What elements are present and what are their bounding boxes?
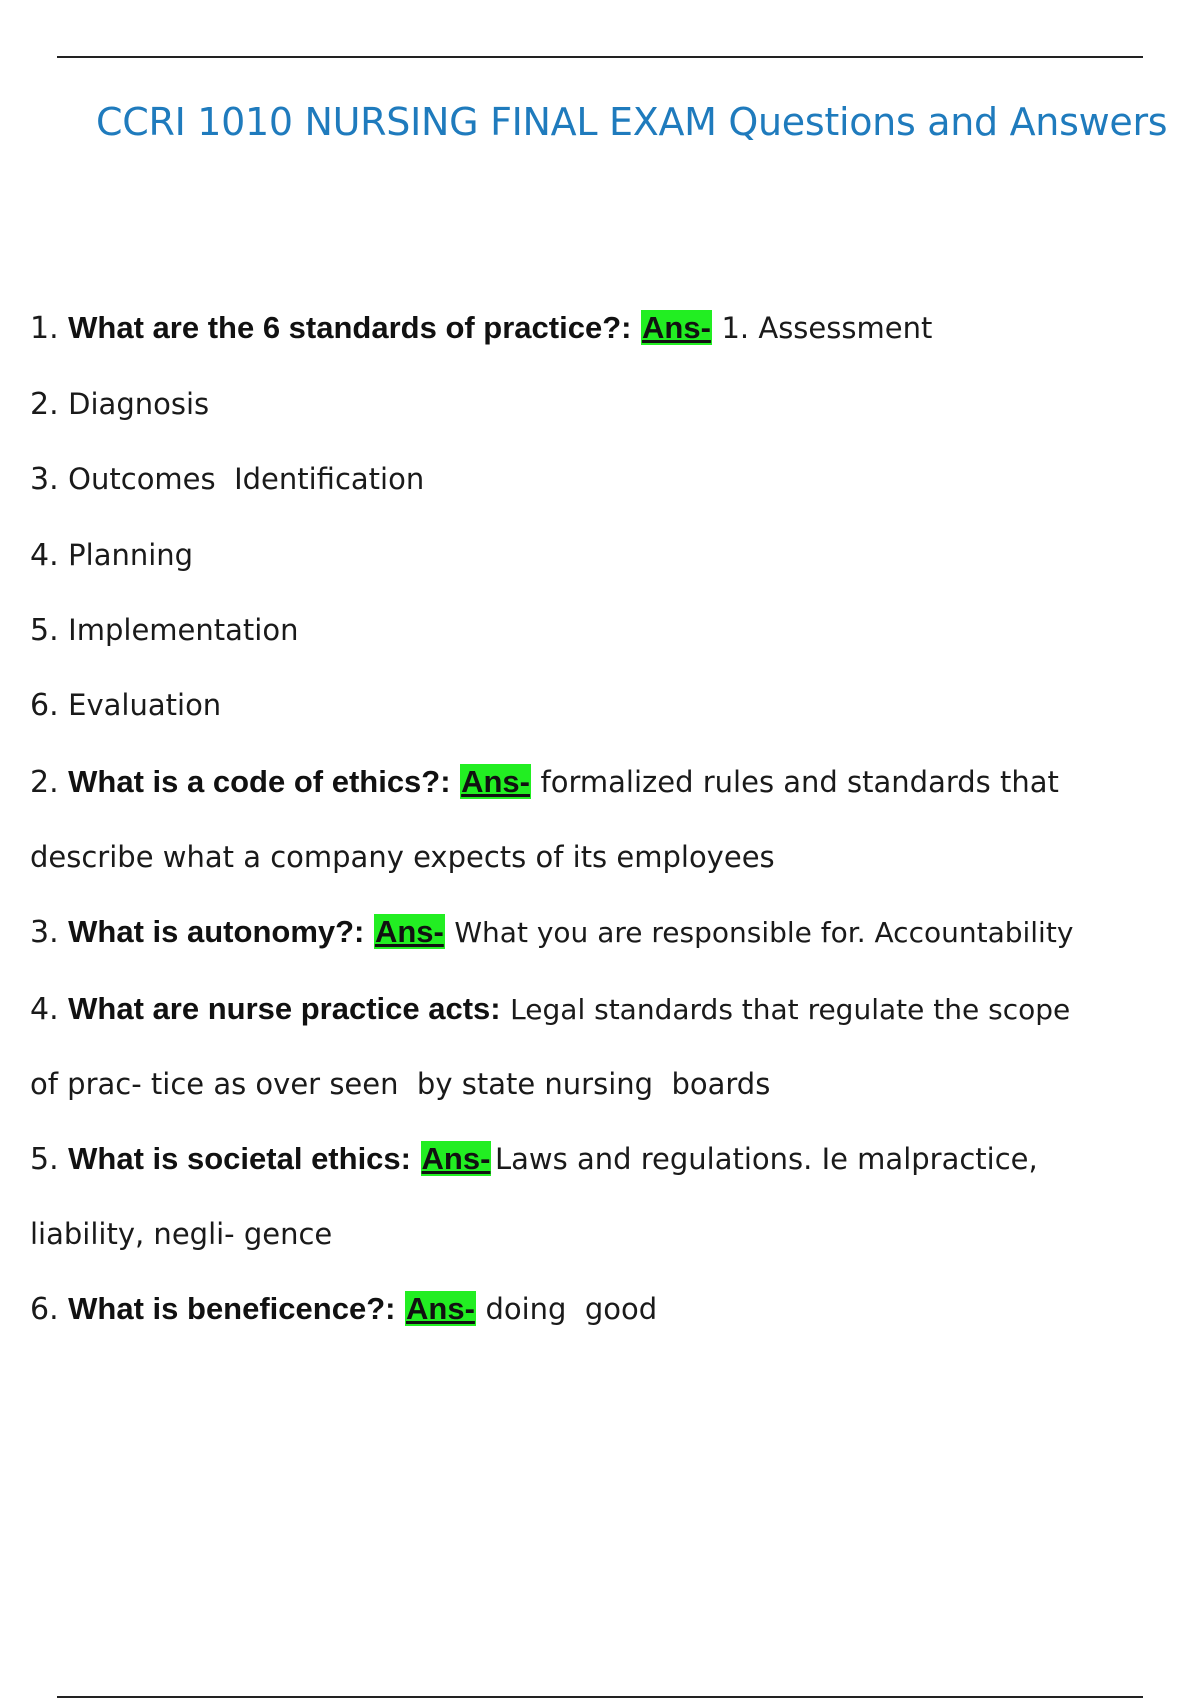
item-number: 3. xyxy=(30,462,59,497)
answer-marker: Ans- xyxy=(406,1291,475,1326)
answer-text: Legal standards that regulate the scope xyxy=(510,993,1071,1026)
item-number: 5. xyxy=(30,1142,59,1177)
answer-marker: Ans- xyxy=(421,1141,491,1176)
answer-marker: Ans- xyxy=(642,310,711,345)
question-text: What is societal ethics: xyxy=(68,1141,411,1176)
qa-item-1 xyxy=(30,308,932,349)
list-item-text: Diagnosis xyxy=(68,387,210,421)
answer-continuation: liability, negli- gence xyxy=(30,1217,333,1251)
document-title: CCRI 1010 NURSING FINAL EXAM Questions and Answers xyxy=(96,100,1168,144)
list-item-evaluation xyxy=(30,685,221,726)
answer-text: What you are responsible for. Accountability xyxy=(454,916,1074,949)
item-number: 6. xyxy=(30,688,59,723)
list-item-text: Implementation xyxy=(68,613,299,647)
item-number: 6. xyxy=(30,1292,59,1327)
item-number: 2. xyxy=(30,765,59,800)
qa-item-5-continuation xyxy=(30,1214,332,1255)
qa-item-3 xyxy=(30,912,1073,953)
list-item-text: Evaluation xyxy=(68,688,222,722)
question-text: What is a code of ethics?: xyxy=(68,764,451,799)
question-text: What are the 6 standards of practice?: xyxy=(68,310,632,345)
bottom-rule xyxy=(57,1696,1143,1698)
answer-text: Laws and regulations. Ie malpractice, xyxy=(494,1142,1038,1176)
answer-text: formalized rules and standards that xyxy=(540,765,1059,799)
item-number: 4. xyxy=(30,538,59,573)
qa-item-4 xyxy=(30,989,1070,1030)
qa-item-5 xyxy=(30,1139,1038,1180)
item-number: 2. xyxy=(30,387,59,422)
item-number: 3. xyxy=(30,915,59,950)
qa-item-6 xyxy=(30,1289,657,1330)
item-number: 1. xyxy=(30,311,59,346)
answer-text: doing good xyxy=(485,1292,658,1326)
question-text: What is beneficence?: xyxy=(68,1291,396,1326)
answer-continuation: describe what a company expects of its employees xyxy=(30,840,775,874)
list-item-diagnosis xyxy=(30,384,209,425)
qa-item-2 xyxy=(30,762,1059,803)
question-text: What are nurse practice acts: xyxy=(68,991,501,1026)
top-rule xyxy=(57,56,1143,58)
list-item-text: Outcomes Identification xyxy=(68,462,425,496)
list-item-text: Planning xyxy=(68,538,194,572)
list-item-outcomes xyxy=(30,459,424,500)
answer-text: 1. Assessment xyxy=(721,311,933,345)
answer-marker: Ans- xyxy=(461,764,530,799)
list-item-implementation xyxy=(30,610,298,651)
list-item-planning xyxy=(30,535,193,576)
item-number: 5. xyxy=(30,613,59,648)
answer-continuation: of prac- tice as over seen by state nursing boards xyxy=(30,1067,771,1101)
answer-marker: Ans- xyxy=(374,914,444,949)
question-text: What is autonomy?: xyxy=(68,914,365,949)
qa-item-4-continuation xyxy=(30,1064,770,1105)
item-number: 4. xyxy=(30,992,59,1027)
qa-item-2-continuation xyxy=(30,837,775,878)
